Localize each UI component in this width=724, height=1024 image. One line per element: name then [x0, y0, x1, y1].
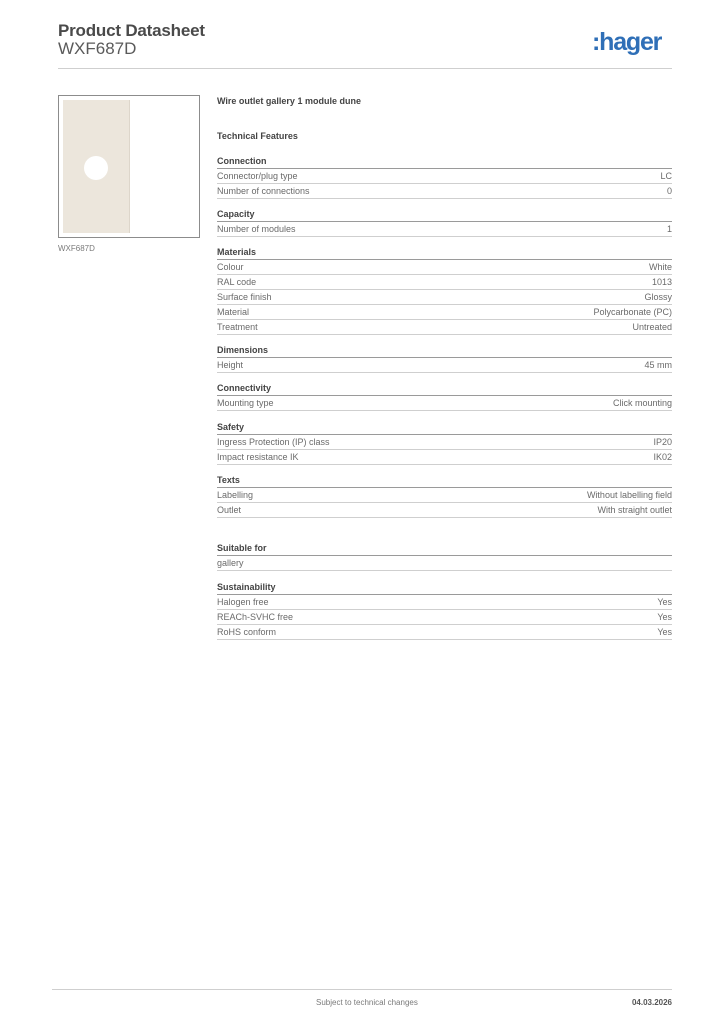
outlet-hole	[84, 156, 108, 180]
table-row	[217, 222, 672, 237]
row-label: RAL code	[217, 277, 257, 287]
table-row	[217, 396, 672, 411]
section-title: Materials	[217, 246, 672, 260]
table-row	[217, 610, 672, 625]
row-value: LC	[660, 171, 672, 181]
row-value: Yes	[657, 612, 672, 622]
row-value: Glossy	[644, 292, 672, 302]
row-label: gallery	[217, 558, 244, 568]
row-label: Number of connections	[217, 186, 310, 196]
table-row	[217, 169, 672, 184]
section-safety	[217, 421, 672, 465]
row-label: Height	[217, 360, 244, 370]
footer-note: Subject to technical changes	[316, 998, 418, 1007]
table-row	[217, 625, 672, 640]
product-name: Wire outlet gallery 1 module dune	[217, 96, 361, 106]
section-dimensions	[217, 344, 672, 373]
section-title: Sustainability	[217, 581, 672, 595]
table-row	[217, 450, 672, 465]
row-value: Polycarbonate (PC)	[593, 307, 672, 317]
row-value: Click mounting	[612, 398, 672, 408]
row-value: 45 mm	[644, 360, 672, 370]
row-label: Number of modules	[217, 224, 296, 234]
table-row	[217, 556, 672, 571]
table-row	[217, 488, 672, 503]
row-label: Treatment	[217, 322, 258, 332]
image-caption: WXF687D	[58, 244, 95, 253]
row-label: Impact resistance IK	[217, 452, 299, 462]
table-row	[217, 305, 672, 320]
section-materials	[217, 246, 672, 335]
row-label: Mounting type	[217, 398, 274, 408]
table-row	[217, 320, 672, 335]
section-title: Dimensions	[217, 344, 672, 358]
header-divider	[58, 68, 672, 69]
row-value: Untreated	[632, 322, 672, 332]
table-row	[217, 358, 672, 373]
section-connection	[217, 155, 672, 199]
row-label: Connector/plug type	[217, 171, 298, 181]
section-title: Capacity	[217, 208, 672, 222]
section-title: Connection	[217, 155, 672, 169]
row-label: Outlet	[217, 505, 242, 515]
table-row	[217, 290, 672, 305]
product-code: WXF687D	[58, 39, 137, 58]
table-row	[217, 435, 672, 450]
row-value: IP20	[653, 437, 672, 447]
section-suitable-for	[217, 542, 672, 571]
row-label: Labelling	[217, 490, 254, 500]
row-label: REACh-SVHC free	[217, 612, 294, 622]
document-title: Product Datasheet	[58, 21, 205, 40]
section-texts	[217, 474, 672, 518]
section-title: Texts	[217, 474, 672, 488]
hager-logo: :hager	[592, 28, 662, 56]
table-row	[217, 503, 672, 518]
row-value: Yes	[657, 597, 672, 607]
footer-divider	[52, 989, 672, 990]
table-row	[217, 275, 672, 290]
row-value: IK02	[653, 452, 672, 462]
wire-outlet-plate	[63, 100, 129, 233]
section-title: Connectivity	[217, 382, 672, 396]
row-value: Yes	[657, 627, 672, 637]
row-label: Halogen free	[217, 597, 269, 607]
table-row	[217, 260, 672, 275]
section-title: Safety	[217, 421, 672, 435]
section-title: Suitable for	[217, 542, 672, 556]
section-connectivity	[217, 382, 672, 411]
table-row	[217, 184, 672, 199]
section-capacity	[217, 208, 672, 237]
technical-features-title: Technical Features	[217, 131, 298, 141]
product-image	[58, 95, 200, 238]
row-value: White	[648, 262, 672, 272]
row-value: Without labelling field	[586, 490, 672, 500]
table-row	[217, 595, 672, 610]
row-label: Surface finish	[217, 292, 272, 302]
row-value: 1	[666, 224, 672, 234]
row-label: Material	[217, 307, 250, 317]
row-value: 0	[666, 186, 672, 196]
row-value: With straight outlet	[597, 505, 672, 515]
row-value: 1013	[651, 277, 672, 287]
section-sustainability	[217, 581, 672, 640]
row-label: Colour	[217, 262, 244, 272]
row-label: Ingress Protection (IP) class	[217, 437, 330, 447]
row-label: RoHS conform	[217, 627, 277, 637]
footer-date: 04.03.2026	[631, 998, 672, 1007]
